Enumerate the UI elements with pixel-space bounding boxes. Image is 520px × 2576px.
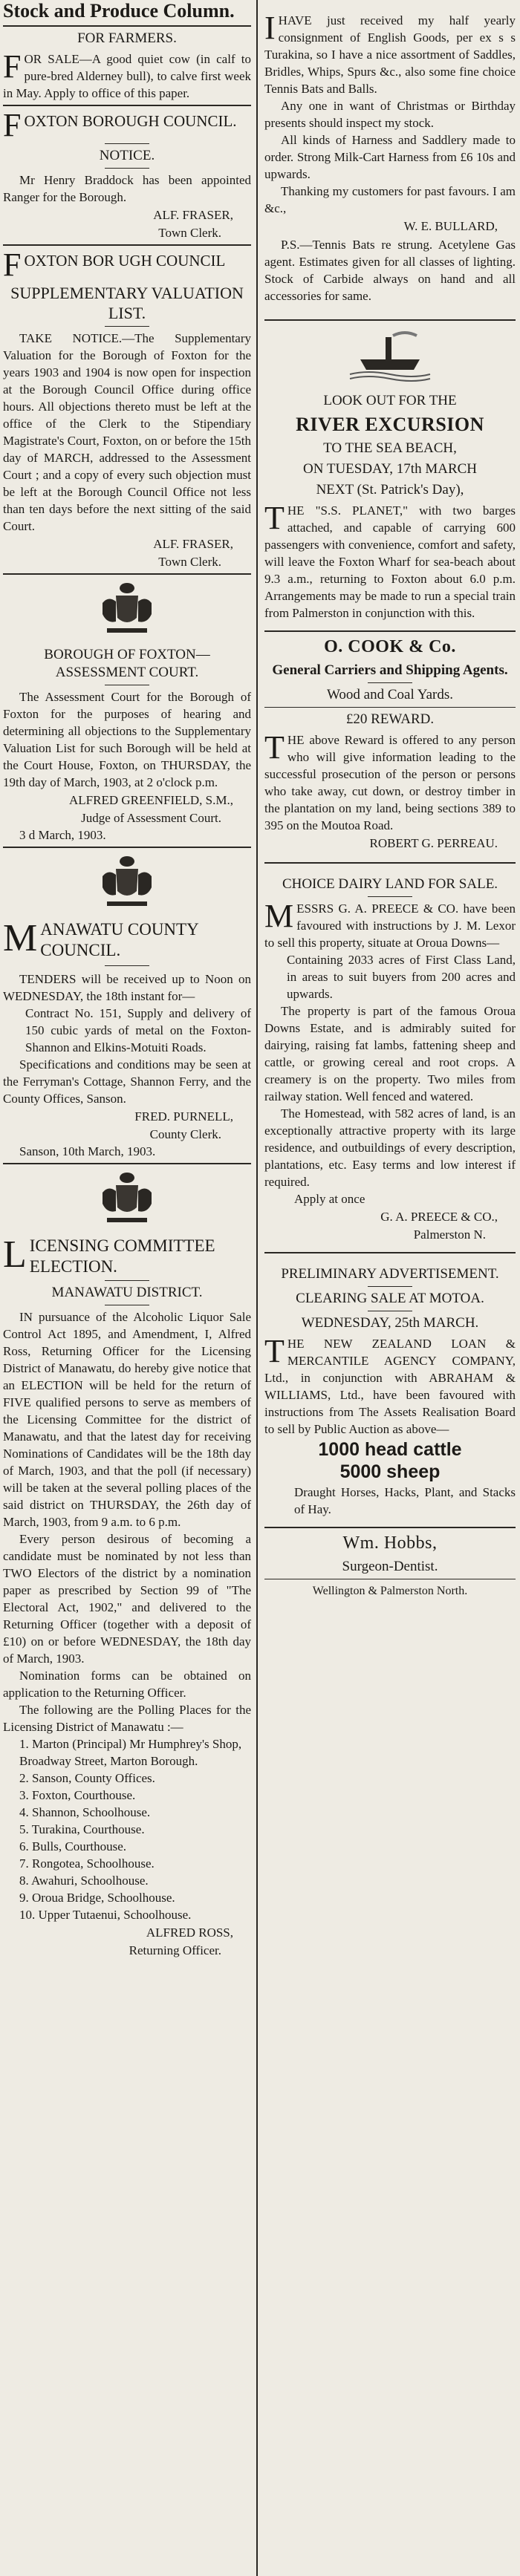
short-rule: [368, 896, 412, 897]
divider: [264, 707, 516, 708]
farmers-heading: FOR FARMERS.: [77, 30, 177, 46]
reward-heading: £20 REWARD.: [345, 711, 435, 727]
dairy-text-1: ESSRS G. A. PREECE & CO. have been favoured with instructions by J. M. Lexor to sell this property, situate at Oroua Downs—: [264, 901, 516, 950]
list-item: 1. Marton (Principal) Mr Humphrey's Shop, Broadway Street, Marton Borough.: [19, 1737, 242, 1768]
list-item: 7. Rongotea, Schoolhouse.: [19, 1856, 155, 1871]
licensing-text-2: Every person desirous of becoming a candidate must be nominated by not less than TWO Electors of the district by a nomination paper as prescribed by Section 99 of "The Electoral Act, 1902," and delivered to the Returning Officer (together with a deposit of £10) on or before WEDNESDAY, the 18th day of March, 1903.: [3, 1532, 251, 1666]
divider: [3, 105, 251, 106]
assessment-notice: [3, 581, 251, 844]
signature-name: G. A. PREECE & CO.,: [380, 1210, 498, 1224]
signature-name: ROBERT G. PERREAU.: [369, 836, 498, 850]
clearing-sale-ad: [264, 1256, 516, 1518]
cook-line-1: General Carriers and Shipping Agents.: [272, 662, 508, 678]
specifications-text: Specifications and conditions may be seen at the Ferryman's Cottage, Shannon Ferry, and the County Offices, Sanson.: [3, 1057, 251, 1106]
signature-name: W. E. BULLARD,: [403, 219, 498, 233]
divider: [3, 1163, 251, 1164]
dairy-text-5: Apply at once: [294, 1192, 365, 1206]
cook-name: O. COOK & Co.: [324, 637, 456, 656]
cook-ad: [264, 636, 516, 852]
short-rule: [105, 1280, 149, 1281]
right-column: [264, 0, 516, 2576]
clearing-date: WEDNESDAY, 25th MARCH.: [301, 1315, 479, 1331]
clearing-text-2: Draught Horses, Hacks, Plant, and Stacks of Hay.: [294, 1485, 516, 1516]
list-item: 8. Awahuri, Schoolhouse.: [19, 1874, 149, 1888]
bullard-postscript: P.S.—Tennis Bats re strung. Acetylene Gas agent. Estimates given for all classes of lighting. Stock of Carbide always on hand and all accessories for same.: [264, 238, 516, 303]
signature-name: ALF. FRASER,: [153, 208, 233, 222]
excursion-line-1: LOOK OUT FOR THE: [323, 393, 457, 408]
short-rule: [368, 1286, 412, 1287]
farmers-text: OR SALE—A good quiet cow (in calf to pure-bred Alderney bull), to calve first week in May. Apply to office of this paper.: [3, 52, 251, 100]
divider: [3, 847, 251, 848]
signature-title: Judge of Assessment Court.: [81, 811, 221, 825]
dropcap: T: [264, 1333, 285, 1369]
short-rule: [368, 682, 412, 683]
dropcap: T: [264, 500, 285, 536]
signature-name: ALF. FRASER,: [153, 537, 233, 551]
cook-line-2: Wood and Coal Yards.: [327, 687, 453, 702]
list-item: 4. Shannon, Schoolhouse.: [19, 1805, 151, 1819]
clearing-text: HE NEW ZEALAND LOAN & MERCANTILE AGENCY COMPANY, Ltd., in conjunction with ABRAHAM & WILLIAMS, Ltd., have been favoured with instructions from The Assets Realisation Board to sell by Public Auction as above—: [264, 1337, 516, 1436]
excursion-line-4: ON TUESDAY, 17th MARCH: [302, 461, 478, 477]
dropcap: F: [3, 107, 22, 143]
licensing-text-3: Nomination forms can be obtained on application to the Returning Officer.: [3, 1669, 251, 1700]
bullard-text-4: Thanking my customers for past favours. I am &c.,: [264, 184, 516, 215]
licensing-text-4: The following are the Polling Places for the Licensing District of Manawatu :—: [3, 1703, 251, 1734]
dairy-text-4: The Homestead, with 582 acres of land, is an exceptionally attractive property with its large residence, and outbuildings of every description, plantations, etc. Easy terms and low interest if required.: [264, 1106, 516, 1189]
excursion-line-5: NEXT (St. Patrick's Day),: [316, 482, 464, 498]
hobbs-name: Wm. Hobbs,: [342, 1533, 438, 1553]
licensing-text-1: IN pursuance of the Alcoholic Liquor Sale Control Act 1895, and Amendment, I, Alfred Ross, Returning Officer for the Licensing District of Manawatu, do hereby give notice that an ELECTION will be held for the return of FIVE qualified persons to serve as members of the Licensing Committee for the district of Manawatu, and that the latest day for receiving Nominations of Candidates will be the 18th day of March, 1903, and that the poll (if necessary) will be taken at the several polling places of the said district on THURSDAY, the 26th day of March, 1903, from 9 a.m. to 6 p.m.: [3, 1310, 251, 1529]
divider: [3, 573, 251, 575]
farmers-ad: [3, 30, 251, 102]
ranger-subtitle: NOTICE.: [99, 148, 155, 163]
column-title: Stock and Produce Column.: [3, 0, 235, 22]
signature-title: County Clerk.: [149, 1127, 221, 1141]
short-rule: [105, 965, 149, 966]
valuation-text: TAKE NOTICE.—The Supplementary Valuation for the Borough of Foxton for the years 1903 and 1904 is now open for inspection at the Borough Council Office during office hours. All objections thereto must be left at the office of the Clerk to the Stipendiary Magistrate's Court, Foxton, on or before the 15th day of MARCH, addressed to the Assessment Court ; and a copy of every such objection must be left at the Borough Council Office not less than ten days before the next sitting of the said Court.: [3, 331, 251, 533]
short-rule: [105, 326, 149, 327]
licensing-notice: [3, 1170, 251, 1959]
signature-title: Palmerston N.: [413, 1227, 486, 1242]
dairy-text-2: Containing 2033 acres of First Class Land, in areas to suit buyers from 200 acres and upwards.: [287, 953, 516, 1001]
hobbs-title: Surgeon-Dentist.: [342, 1559, 438, 1574]
dropcap: M: [3, 917, 38, 959]
assessment-text: The Assessment Court for the Borough of Foxton for the purposes of hearing and determining all objections to the Supplementary Valuation List for such Borough will be held at the Court House, Foxton, on THURSDAY, the 19th day of March, 1903, at 2 o'clock p.m.: [3, 690, 251, 789]
notice-date: Sanson, 10th March, 1903.: [19, 1144, 156, 1158]
divider: [264, 630, 516, 632]
excursion-title: RIVER EXCURSION: [296, 414, 484, 435]
dairy-title: CHOICE DAIRY LAND FOR SALE.: [282, 876, 498, 892]
dropcap: L: [3, 1233, 27, 1276]
list-item: 5. Turakina, Courthouse.: [19, 1822, 145, 1836]
ranger-notice: [3, 109, 251, 241]
dropcap: F: [3, 247, 22, 283]
list-item: 10. Upper Tutaenui, Schoolhouse.: [19, 1908, 192, 1922]
steamship-icon: [345, 327, 435, 386]
licensing-title: ICENSING COMMITTEE ELECTION.: [29, 1236, 215, 1276]
list-item: 3. Foxton, Courthouse.: [19, 1788, 136, 1802]
left-column: [3, 0, 251, 2576]
dairy-text-3: The property is part of the famous Oroua Downs Estate, and is admirably suited for dairying, raising fat lambs, fattening sheep and cattle, or growing cereal and root crops. A creamery is on the property. Two miles from railway station. Well fenced and watered.: [264, 1004, 516, 1103]
divider: [3, 25, 251, 27]
signature-name: ALFRED GREENFIELD, S.M.,: [68, 793, 233, 807]
ranger-text: Mr Henry Braddock has been appointed Ranger for the Borough.: [3, 173, 251, 204]
manawatu-tender-notice: [3, 854, 251, 1160]
divider: [264, 862, 516, 864]
bullard-text-2: Any one in want of Christmas or Birthday presents should inspect my stock.: [264, 99, 516, 130]
signature-title: Town Clerk.: [158, 226, 221, 240]
coat-of-arms-icon: [94, 1170, 160, 1230]
divider: [3, 244, 251, 246]
list-item: 6. Bulls, Courthouse.: [19, 1839, 127, 1853]
bullard-text-3: All kinds of Harness and Saddlery made to order. Strong Milk-Cart Harness from £6 10s and upwards.: [264, 133, 516, 181]
signature-title: Town Clerk.: [158, 555, 221, 569]
dropcap: T: [264, 729, 285, 766]
hobbs-ad: [264, 1533, 516, 1600]
excursion-ad: [264, 327, 516, 622]
divider: [264, 1527, 516, 1528]
excursion-line-3: TO THE SEA BEACH,: [323, 440, 457, 456]
signature-name: FRED. PURNELL,: [134, 1109, 233, 1124]
ranger-title: OXTON BOROUGH COUNCIL.: [24, 112, 237, 130]
manawatu-title: ANAWATU COUNTY COUNCIL.: [40, 920, 198, 959]
polling-places-list: [3, 1735, 251, 1923]
dropcap: I: [264, 10, 276, 46]
tender-text: TENDERS will be received up to Noon on WEDNESDAY, the 18th instant for—: [3, 972, 251, 1003]
hobbs-place: Wellington & Palmerston North.: [312, 1585, 468, 1597]
sheep-line: 5000 sheep: [339, 1461, 441, 1482]
coat-of-arms-icon: [94, 581, 160, 640]
bullard-ad: [264, 12, 516, 304]
clearing-title: PRELIMINARY ADVERTISEMENT.: [281, 1266, 499, 1282]
licensing-district: MANAWATU DISTRICT.: [51, 1285, 203, 1300]
dropcap: F: [3, 48, 22, 85]
signature-name: ALFRED ROSS,: [146, 1926, 233, 1940]
excursion-text: HE "S.S. PLANET," with two barges attached, and capable of carrying 600 passengers with convenience, comfort and safety, will leave the Foxton Wharf for sea-beach about 9.3 a.m., returning to Foxton about 6.0 p.m. Arrangements may be made to run a special train from Palmerston in conjunction with this.: [264, 503, 516, 620]
short-rule: [105, 143, 149, 144]
assessment-title: BOROUGH OF FOXTON—ASSESSMENT COURT.: [44, 647, 210, 680]
short-rule: [105, 168, 149, 169]
coat-of-arms-icon: [94, 854, 160, 913]
column-divider: [256, 0, 258, 2576]
cattle-line: 1000 head cattle: [318, 1439, 462, 1460]
divider: [264, 1252, 516, 1253]
valuation-subtitle: SUPPLEMENTARY VALUATION LIST.: [10, 284, 244, 322]
contract-text: Contract No. 151, Supply and delivery of 150 cubic yards of metal on the Foxton-Shannon and Elkins-Motuiti Roads.: [25, 1006, 251, 1054]
list-item: 9. Oroua Bridge, Schoolhouse.: [19, 1891, 175, 1905]
notice-date: 3 d March, 1903.: [19, 828, 106, 842]
valuation-notice: [3, 249, 251, 570]
dropcap: M: [264, 898, 294, 934]
reward-text: HE above Reward is offered to any person who will give information leading to the successful prosecution of the person or persons who take away, cut down, or destroy timber in the plantation on my land, being sections 389 to 395 on the Moutoa Road.: [264, 733, 516, 832]
bullard-text-1: HAVE just received my half yearly consignment of English Goods, per ex s s Turakina, so I have a nice assortment of Saddles, Bridles, Whips, Spurs &c., also some fine choice Tennis Bats and Balls.: [264, 13, 516, 96]
divider: [264, 319, 516, 321]
list-item: 2. Sanson, County Offices.: [19, 1771, 155, 1785]
dairy-land-ad: [264, 867, 516, 1243]
signature-title: Returning Officer.: [129, 1943, 221, 1957]
valuation-title: OXTON BOR UGH COUNCIL: [24, 252, 226, 270]
clearing-sale-heading: CLEARING SALE AT MOTOA.: [296, 1291, 484, 1306]
